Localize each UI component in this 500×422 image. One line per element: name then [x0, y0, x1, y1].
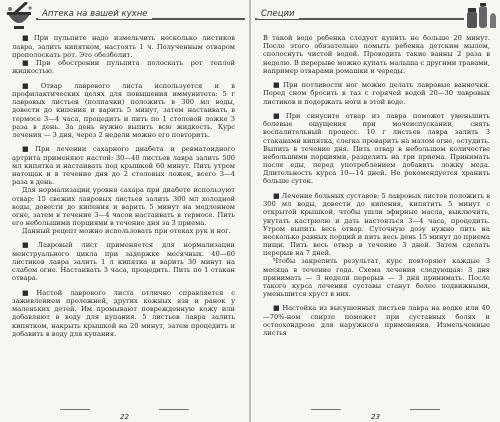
square-bullet-icon: ■ [22, 145, 34, 154]
paragraph: ■ Настой лаврового листа отлично справляется с заживлением пролежней, других кожных язв и ранок у маленьких детей. Им промывают поврежденную кожу или добавляют в воду для купания. 5 листьев лавра залить кипятком, накрыть крышкой на 20 минут, затем процедить и добавить в воду для купания. [12, 288, 235, 338]
paragraph: ■ Отвар лаврового листа используется и в профилактических целях для повышения иммунитета: 5 г лавровых листьев (полпачки) положить в 300 мл воды, довести до кипения и варить 5 минут, затем настаивать в термосе 3—4 часа, процедить и пить по 1 столовой ложке 3 раза в день. За день нужно выпить всю жидкость. Курс лечения — 3 дня, через 2 недели можно его повторить. [12, 81, 235, 139]
paragraph: ■ При пульпите надо измельчить несколько листиков лавра, залить кипятком, настоять 1 ч. Полученным отваром прополоскать рот. Это обезболит. [12, 34, 235, 59]
square-bullet-icon: ■ [22, 288, 35, 297]
paragraph: ■ При лечении сахарного диабета и ревматоидного артрита применяют настой: 30—40 листьев лавра залить 500 мл кипятка и настаивать под крышкой 60 минут. Пить утром натощак и в течение дня до 2 столовых ложек, всего 3—4 раза в день. [12, 145, 235, 187]
square-bullet-icon: ■ [273, 191, 280, 200]
running-title: Специи [257, 9, 299, 19]
square-bullet-icon: ■ [22, 241, 36, 250]
left-page-footer [0, 404, 249, 421]
paragraph: ■ Лавровый лист применяется для нормализации менструального цикла при задержке месячных. 40—60 листиков лавра залить 1 л кипятка и варить 30 минут на слабом огне. Настаивать 3 часа, процедить. Пить по 1 стакан отвара. [12, 241, 235, 283]
footer-rule [159, 409, 189, 410]
square-bullet-icon: ■ [22, 81, 39, 90]
spice-jars-icon [464, 2, 498, 30]
paragraph: ■ При потливости ног можно делать лавровые ванночки. Перед сном бросить в таз с горячей водой 20—30 лавровых листиков и подержать ноги в этой воде. [263, 80, 490, 106]
paragraph: В такой воде ребенка следует купить не больше 20 минут. После этого обязательно помыть ребенка детским мылом, сполоснуть чистой водой. Проводить такие ванны 2 раза в неделю. В перерыве можно купать малыша с другими травами, например отварами ромашки и череды. [263, 34, 490, 75]
square-bullet-icon: ■ [22, 58, 34, 67]
square-bullet-icon: ■ [22, 34, 32, 42]
right-page [251, 0, 500, 422]
page-number: 22 [114, 413, 135, 421]
paragraph: Данный рецепт можно использовать при отеках рук и ног. [22, 227, 231, 236]
running-title: Аптека на вашей кухне [38, 9, 152, 19]
paragraph: Для нормализации уровня сахара при диабете используют отвар: 15 свежих лавровых листьев залить 300 мл холодной воды, довести до кипения и варить 5 минут на медленном огне, затем в течение 3—4 часов настаивать в термосе. Пить его небольшими порциями в течение дня за 3 приема. [12, 186, 235, 228]
square-bullet-icon: ■ [273, 304, 281, 313]
footer-rule [410, 409, 440, 410]
left-page [0, 0, 249, 422]
paragraph: Чтобы закрепить результат, курс повторяют каждые 3 месяца в течение года. Схема лечения следующая: 3 дня принимать — 3 недели перерыв — 3 дня принимать. После такого курса лечения суставы станут более подвижными, уменьшится хруст в них. [263, 257, 490, 299]
paragraph: ■ При обострении пульпита полоскать рот теплой жидкостью. [12, 58, 235, 76]
square-bullet-icon: ■ [273, 111, 284, 120]
paragraph: ■ Настойка из высушенных листьев лавра на водке или 40—70%-ном спирте поможет при суставных болях и остеохондрозе для наружного применения. Измельченные листья [263, 304, 491, 338]
paragraph: ■ При синусите отвар из лавра поможет уменьшить болевые ощущения при мочеиспускании, снять воспалительный процесс. 10 г листьев лавра залить 3 стаканами кипятка, слегка проварить на малом огне, остудить. Выпить в течение дня. Пить отвар в небольшом количестве небольшими порциями, разделить на три приема. Принимать после еды, перед употреблением добавить ложку меда. Длительность курса 10—14 дней. Не рекомендуется хранить больше суток. [263, 111, 491, 186]
page-number: 23 [365, 413, 386, 421]
right-page-header [251, 0, 500, 30]
mortar-pestle-icon [2, 2, 36, 30]
paragraph: ■ Лечение больных суставов: 5 лавровых листов положить в 300 мл воды, довести до кипения, кипятить 5 минут с открытой крышкой, чтобы ушли эфирные масла, выключить, укутать кастрюлю и дать настояться 3—4 часа, процедить. Утром выпить весь отвар. Суточную дозу нужно пить на несколько равных порций и пить весь день 15 минут до приема пищи. Пить весь отвар в течение 3 дней. Затем сделать перерыв на 7 дней. [263, 191, 490, 258]
left-page-text [12, 34, 235, 396]
left-page-header [0, 0, 249, 30]
right-page-text [263, 34, 490, 396]
footer-rule [311, 409, 341, 410]
right-page-footer [251, 404, 500, 421]
square-bullet-icon: ■ [273, 80, 282, 89]
footer-rule [60, 409, 90, 410]
